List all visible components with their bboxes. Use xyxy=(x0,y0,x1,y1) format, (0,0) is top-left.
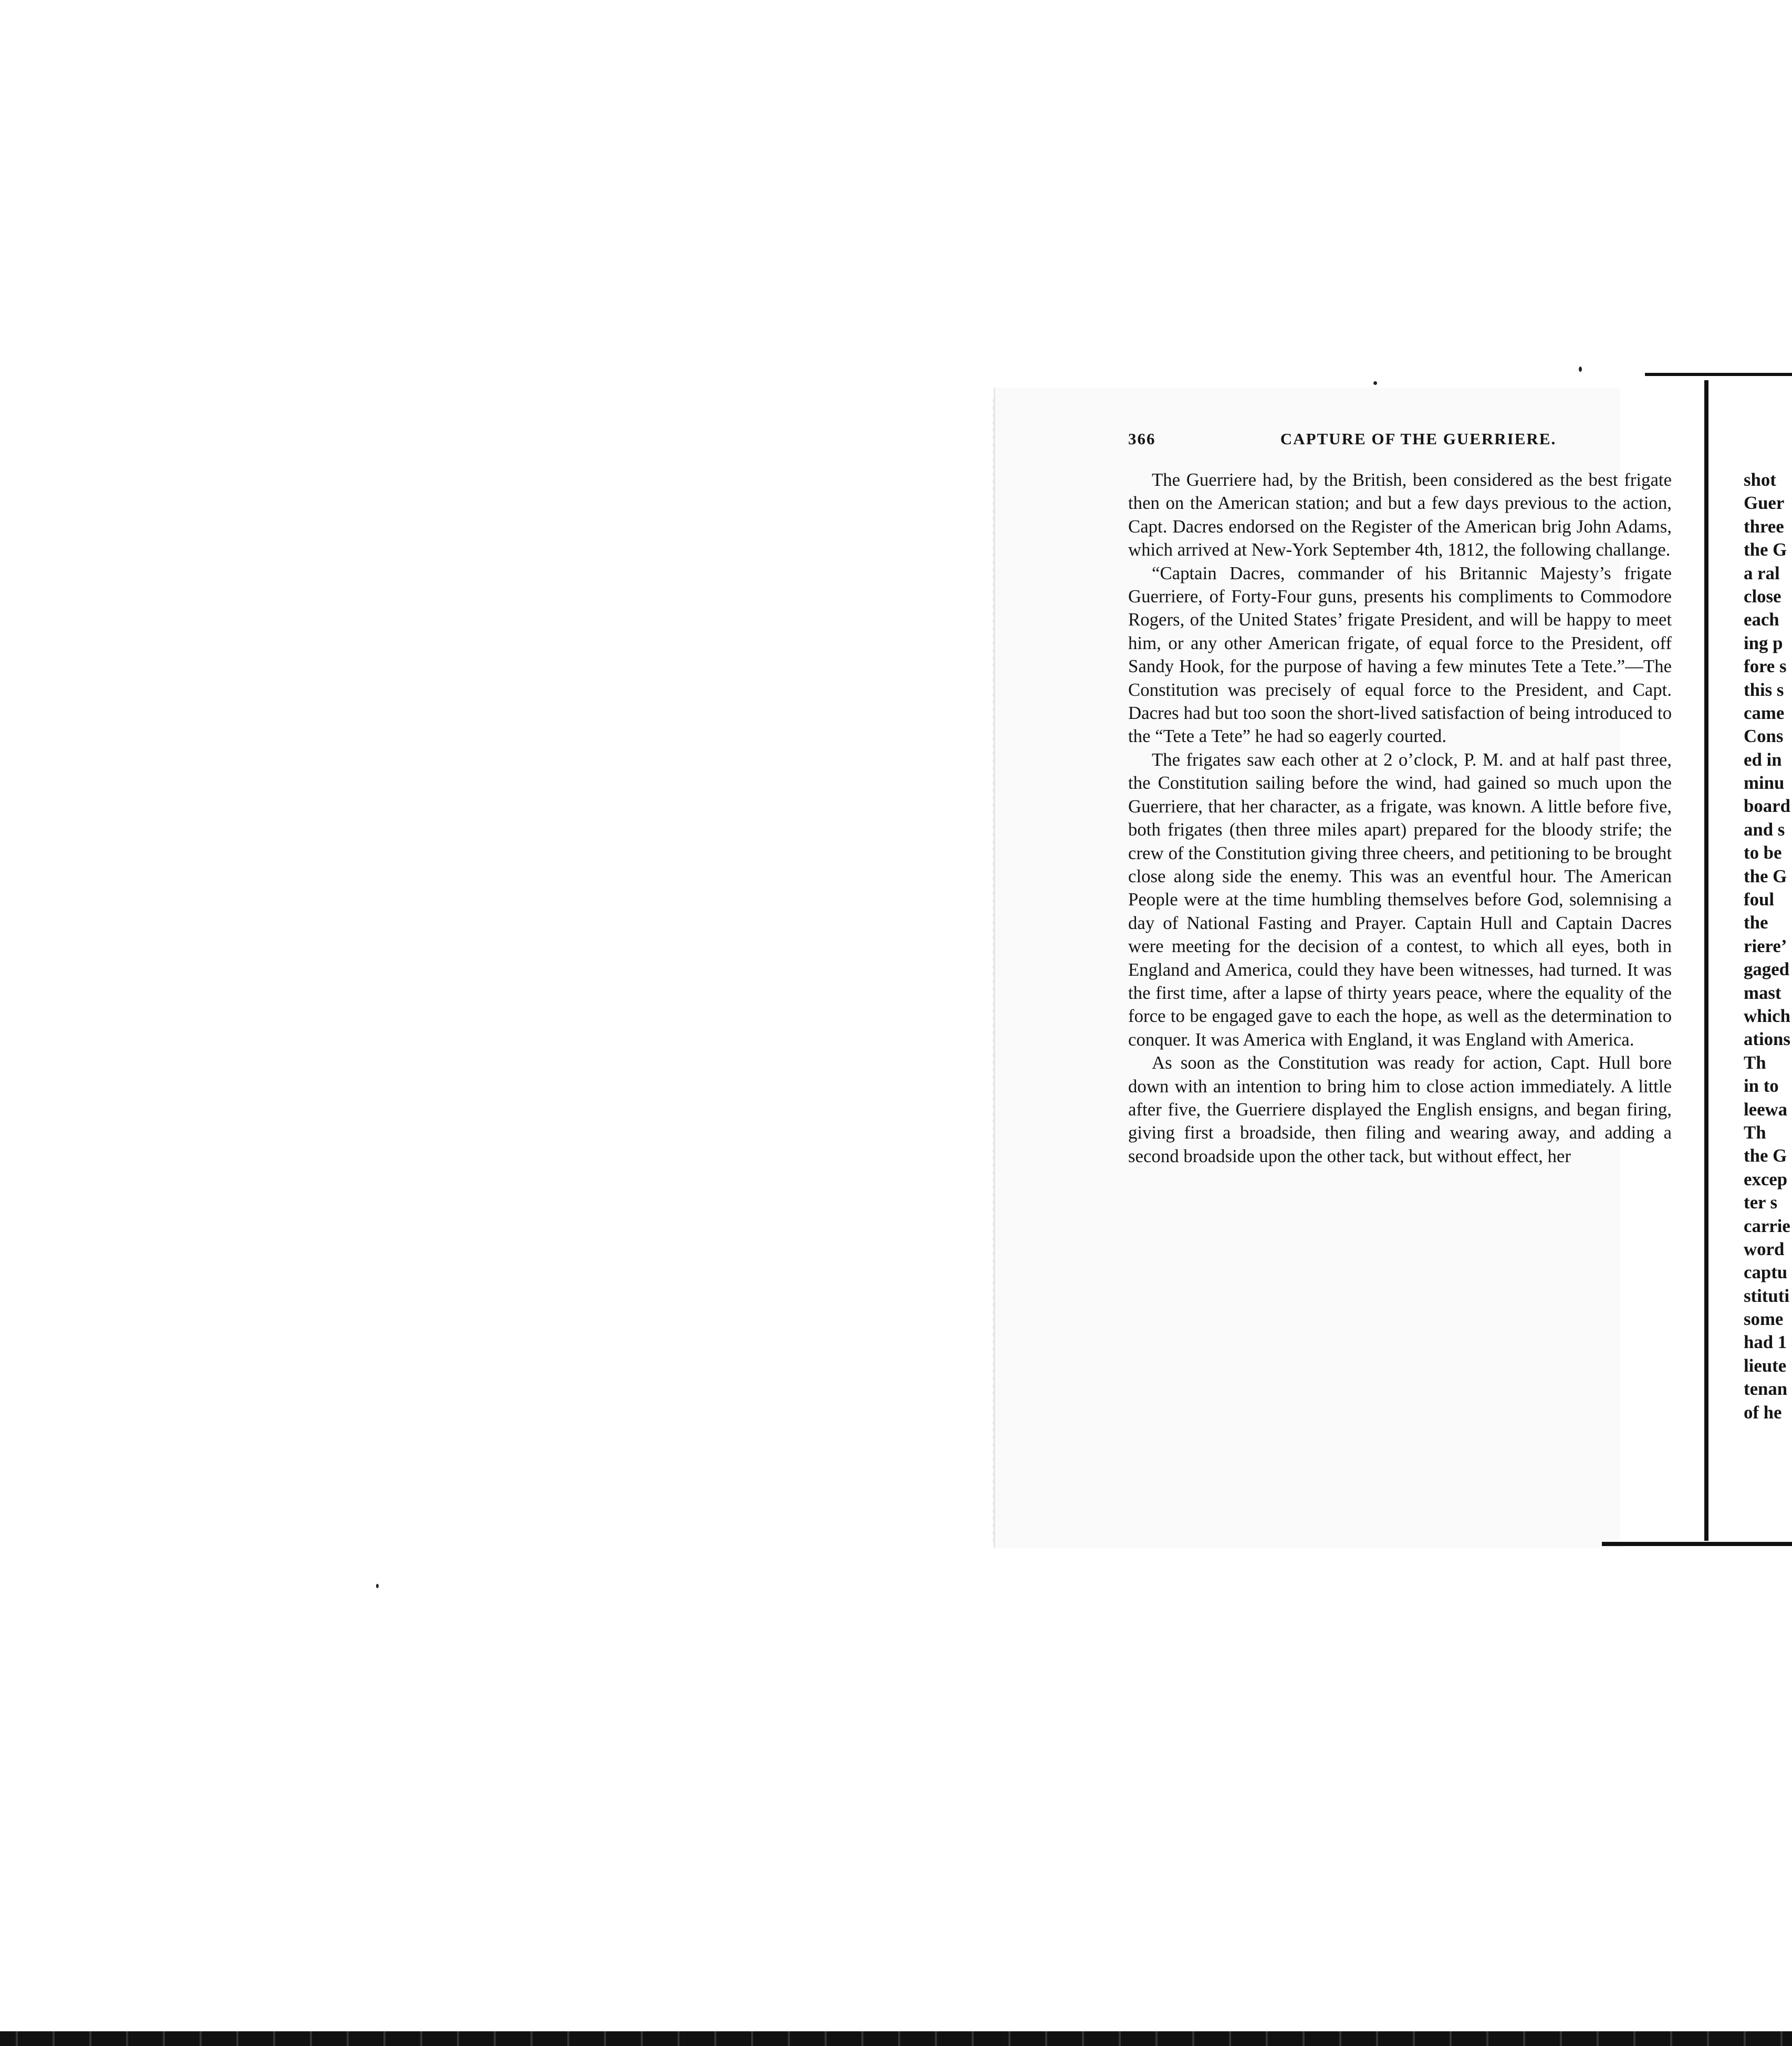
body-text xyxy=(1128,468,1672,1168)
right-page-line: stituti xyxy=(1744,1285,1789,1306)
right-page-line: ations xyxy=(1744,1029,1790,1050)
page-number: 366 xyxy=(1128,430,1156,448)
right-page-line: of he xyxy=(1744,1402,1782,1423)
right-page-line: a ral xyxy=(1744,562,1780,583)
right-page-line: to be xyxy=(1744,842,1782,863)
running-head xyxy=(1128,430,1672,454)
right-page-line: each xyxy=(1744,609,1779,630)
right-page-line: which xyxy=(1744,1005,1790,1026)
speck xyxy=(1373,381,1377,385)
quoted-challenge: “Captain Dacres, commander of his Britannic Majesty’s frigate Guerriere, of Forty-Four guns, presents his compliments to Commodore Rogers, of the United States’ frigate President, and will be happy to meet him, or any other American frigate, of equal force to the President, off Sandy Hook, for the purpose of having a few minutes Tete a Tete.”—The Constitution was precisely of equal force to the President, and Capt. Dacres had but too soon the short-lived satisfaction of being introduced to the “Tete a Tete” he had so eagerly courted. xyxy=(1128,562,1672,747)
right-page-line: foul xyxy=(1744,889,1775,910)
right-page-line: and s xyxy=(1744,819,1785,840)
right-page-line: Guer xyxy=(1744,493,1785,514)
paragraph: The Guerriere had, by the British, been considered as the best frigate then on the American station; and but a few days previous to the action, Capt. Dacres endorsed on the Register of the American brig John Adams, which arrived at New-York September 4th, 1812, the following challange. xyxy=(1128,469,1672,560)
scan-bottom-border xyxy=(0,2031,1792,2046)
right-page-text-fragments xyxy=(1744,468,1792,1424)
right-page-line: mast xyxy=(1744,982,1781,1003)
right-page-line: had 1 xyxy=(1744,1332,1787,1353)
speck xyxy=(1579,367,1582,372)
right-page-line: Th xyxy=(1744,1122,1766,1143)
chapter-title: CAPTURE OF THE GUERRIERE. xyxy=(1280,430,1557,448)
right-page-line: ed in xyxy=(1744,749,1782,770)
right-page-line: ter s xyxy=(1744,1192,1778,1213)
frame-bottom-rule xyxy=(1602,1542,1792,1546)
right-page-line: in to xyxy=(1744,1076,1779,1097)
right-page-line: the G xyxy=(1744,539,1787,560)
right-page-line: leewa xyxy=(1744,1099,1788,1120)
right-page-line: carrie xyxy=(1744,1215,1790,1236)
right-page-line: captu xyxy=(1744,1262,1788,1283)
right-page-line: minu xyxy=(1744,773,1785,794)
paragraph: As soon as the Constitution was ready for action, Capt. Hull bore down with an intention to bring him to close action immediately. A little after five, the Guerriere displayed the English ensigns, and began firing, giving first a broadside, then filing and wearing away, and adding a second broadside upon the other tack, but without effect, her xyxy=(1128,1052,1672,1166)
right-page-line: excep xyxy=(1744,1168,1788,1189)
right-page-line: the G xyxy=(1744,1145,1787,1166)
right-page-line: some xyxy=(1744,1309,1784,1330)
frame-top-rule xyxy=(1645,373,1792,376)
right-page-line: Th xyxy=(1744,1052,1766,1073)
right-page-line: ing p xyxy=(1744,632,1783,653)
right-page-line: the xyxy=(1744,912,1768,933)
right-page-line: board xyxy=(1744,796,1790,817)
right-page-line: close xyxy=(1744,586,1781,607)
right-page-line: word xyxy=(1744,1238,1785,1259)
speck xyxy=(376,1584,379,1588)
right-page-line: came xyxy=(1744,702,1785,723)
right-page-line: gaged xyxy=(1744,959,1789,980)
right-page-line: this s xyxy=(1744,679,1784,700)
right-page-line: lieute xyxy=(1744,1355,1787,1376)
right-page-line: fore s xyxy=(1744,656,1787,677)
paragraph: The frigates saw each other at 2 o’clock, P. M. and at half past three, the Constitution sailing before the wind, had gained so much upon the Guerriere, that her character, as a frigate, was known. A little before five, both frigates (then three miles apart) prepared for the bloody strife; the crew of the Constitution giving three cheers, and petitioning to be brought close along side the enemy. This was an eventful hour. The American People were at the time humbling themselves before God, solemnising a day of National Fasting and Prayer. Captain Hull and Captain Dacres were meeting for the decision of a contest, to which all eyes, both in England and America, could they have been witnesses, had turned. It was the first time, after a lapse of thirty years peace, where the equality of the force to be engaged gave to each the hope, as well as the determination to conquer. It was America with England, it was England with America. xyxy=(1128,749,1672,1050)
right-page-line: tenan xyxy=(1744,1379,1788,1400)
right-page-line: Cons xyxy=(1744,726,1784,747)
right-page-line: shot xyxy=(1744,469,1776,490)
right-page-line: the G xyxy=(1744,865,1787,886)
frame-vertical-rule xyxy=(1704,380,1708,1541)
right-page-line: riere’ xyxy=(1744,935,1787,956)
right-page-line: three xyxy=(1744,516,1784,537)
